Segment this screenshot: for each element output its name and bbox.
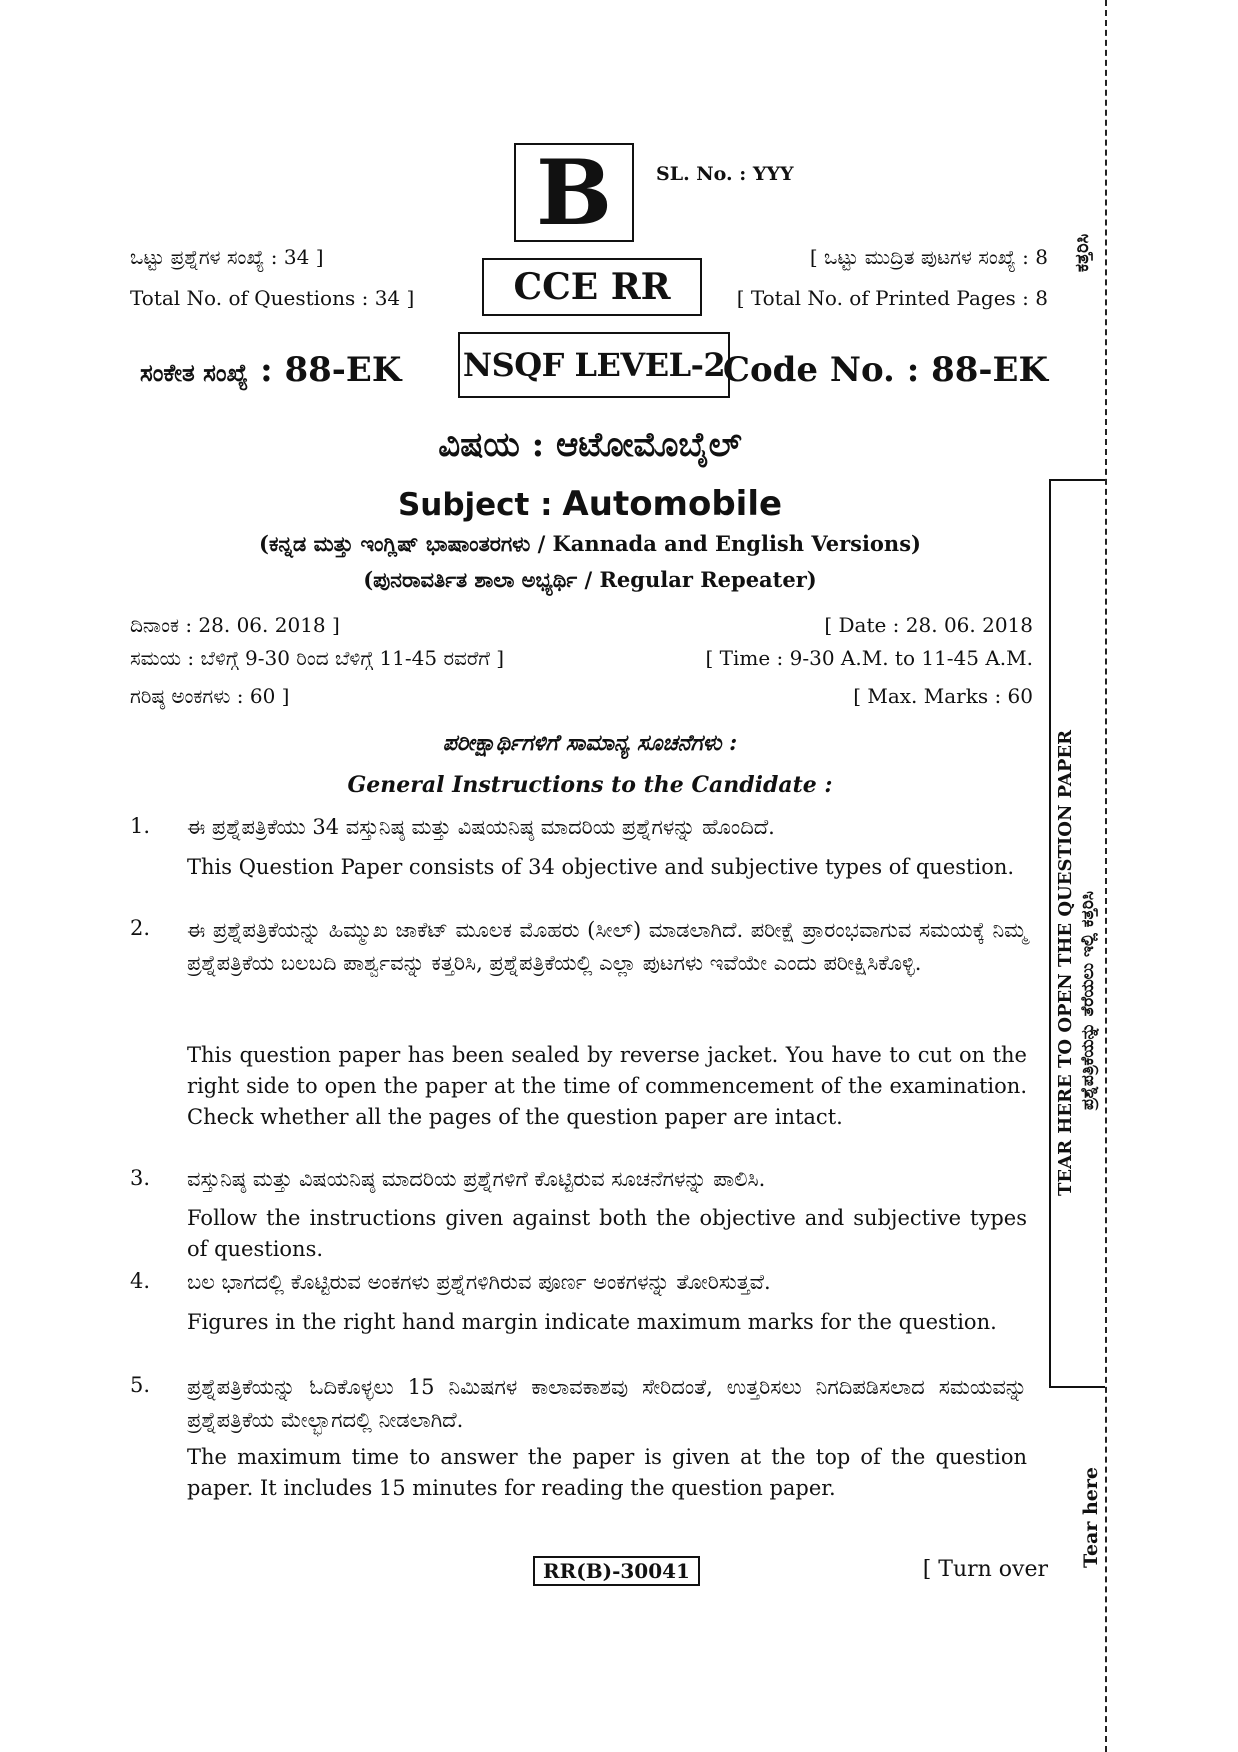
subject-label: Subject : xyxy=(397,487,553,523)
total-pages-kn: [ ಒಟ್ಟು ಮುದ್ರಿತ ಪುಟಗಳ ಸಂಖ್ಯೆ : 8 xyxy=(809,245,1048,269)
date-en: [ Date : 28. 06. 2018 xyxy=(824,613,1033,637)
instruction-kn: ವಸ್ತುನಿಷ್ಠ ಮತ್ತು ವಿಷಯನಿಷ್ಠ ಮಾದರಿಯ ಪ್ರಶ್ನೆಗಳಿಗೆ ಕೊಟ್ಟಿರುವ ಸೂಚನೆಗಳನ್ನು ಪಾಲಿಸಿ. xyxy=(187,1167,766,1191)
instruction-number: 4. xyxy=(130,1269,151,1293)
instructions-heading-kn: ಪರೀಕ್ಷಾರ್ಥಿಗಳಿಗೆ ಸಾಮಾನ್ಯ ಸೂಚನೆಗಳು : xyxy=(442,730,738,756)
instruction-en: This question paper has been sealed by reverse jacket. You have to cut on the right side to open the paper at the time of commencement of the examination. Check whether all the pages of the question paper are intact. xyxy=(187,1043,1027,1129)
instruction-en: Follow the instructions given against both the objective and subjective types of questions. xyxy=(187,1206,1027,1261)
tear-instruction-en: TEAR HERE TO OPEN THE QUESTION PAPER xyxy=(1055,729,1076,1196)
tear-here-label: Tear here xyxy=(1080,1467,1102,1568)
instruction-number: 1. xyxy=(130,814,151,838)
instruction-kn: ಪ್ರಶ್ನೆಪತ್ರಿಕೆಯನ್ನು ಓದಿಕೊಳ್ಳಲು 15 ನಿಮಿಷಗಳ ಕಾಲಾವಕಾಶವು ಸೇರಿದಂತೆ, ಉತ್ತರಿಸಲು ನಿಗದಿಪಡಿಸಲಾದ ಸಮಯವನ್ನು ಪ್ರಶ್ನೆಪತ್ರಿಕೆಯ ಮೇಲ್ಭಾಗದಲ್ಲಿ ನೀಡಲಾಗಿದೆ. xyxy=(187,1375,1027,1432)
total-questions-kn: ಒಟ್ಟು ಪ್ರಶ್ನೆಗಳ ಸಂಖ್ಯೆ : 34 ] xyxy=(130,245,324,269)
code-label-kn: ಸಂಕೇತ ಸಂಖ್ಯೆ xyxy=(140,358,249,387)
instruction-en: This Question Paper consists of 34 objective and subjective types of question. xyxy=(187,855,1015,879)
exam-name-box: CCE RR xyxy=(482,258,702,316)
cut-here-kn-label: ಕತ್ತರಿಸಿ xyxy=(1072,233,1093,272)
serial-number: SL. No. : YYY xyxy=(656,163,794,185)
instruction-kn: ಈ ಪ್ರಶ್ನೆಪತ್ರಿಕೆಯನ್ನು ಹಿಮ್ಮುಖ ಜಾಕೆಟ್ ಮೂಲಕ ಮೊಹರು (ಸೀಲ್) ಮಾಡಲಾಗಿದೆ. ಪರೀಕ್ಷೆ ಪ್ರಾರಂಭವಾಗುವ ಸಮಯಕ್ಕೆ ನಿಮ್ಮ ಪ್ರಶ್ನೆಪತ್ರಿಕೆಯ ಬಲಬದಿ ಪಾರ್ಶ್ವವನ್ನು ಕತ್ತರಿಸಿ, ಪ್ರಶ್ನೆಪತ್ರಿಕೆಯಲ್ಲಿ ಎಲ್ಲಾ ಪುಟಗಳು ಇವೆಯೇ ಎಂದು ಪರೀಕ್ಷಿಸಿಕೊಳ್ಳಿ. xyxy=(187,918,1027,975)
candidate-type: (ಪುನರಾವರ್ತಿತ ಶಾಲಾ ಅಭ್ಯರ್ಥಿ / Regular Repeater) xyxy=(363,567,817,592)
subject-en xyxy=(130,484,1050,524)
code-number-en: Code No. : 88-EK xyxy=(722,350,1048,390)
total-questions-en: Total No. of Questions : 34 ] xyxy=(130,286,415,310)
cut-line xyxy=(1105,0,1107,1752)
total-pages-en: [ Total No. of Printed Pages : 8 xyxy=(736,286,1048,310)
time-en: [ Time : 9-30 A.M. to 11-45 A.M. xyxy=(705,646,1033,670)
tear-instruction-kn: ಪ್ರಶ್ನೆಪತ್ರಿಕೆಯನ್ನು ತೆರೆಯಲು ಇಲ್ಲಿ ಕತ್ತರಿಸಿ xyxy=(1078,891,1098,1110)
time-kn: ಸಮಯ : ಬೆಳಿಗ್ಗೆ 9-30 ರಿಂದ ಬೆಳಿಗ್ಗೆ 11-45 ರವರೆಗೆ ] xyxy=(130,646,505,670)
instructions-heading-en: General Instructions to the Candidate : xyxy=(347,772,833,798)
paper-code: RR(B)-30041 xyxy=(533,1556,700,1586)
level-box: NSQF LEVEL-2 xyxy=(458,332,730,398)
code-value: : 88-EK xyxy=(260,350,402,390)
instruction-kn: ಈ ಪ್ರಶ್ನೆಪತ್ರಿಕೆಯು 34 ವಸ್ತುನಿಷ್ಠ ಮತ್ತು ವಿಷಯನಿಷ್ಠ ಮಾದರಿಯ ಪ್ರಶ್ನೆಗಳನ್ನು ಹೊಂದಿದೆ. xyxy=(187,815,775,839)
instruction-kn: ಬಲ ಭಾಗದಲ್ಲಿ ಕೊಟ್ಟಿರುವ ಅಂಕಗಳು ಪ್ರಶ್ನೆಗಳಿಗಿರುವ ಪೂರ್ಣ ಅಂಕಗಳನ್ನು ತೋರಿಸುತ್ತವೆ. xyxy=(187,1270,771,1294)
instruction-number: 3. xyxy=(130,1166,151,1190)
set-letter-box: B xyxy=(514,143,634,242)
instruction-number: 2. xyxy=(130,916,151,940)
date-kn: ದಿನಾಂಕ : 28. 06. 2018 ] xyxy=(130,613,340,637)
instruction-en: The maximum time to answer the paper is given at the top of the question paper. It includes 15 minutes for reading the question paper. xyxy=(187,1445,1027,1500)
turn-over: [ Turn over xyxy=(922,1557,1048,1582)
subject-value: Automobile xyxy=(562,484,783,524)
marks-kn: ಗರಿಷ್ಠ ಅಂಕಗಳು : 60 ] xyxy=(130,684,290,708)
instruction-number: 5. xyxy=(130,1373,151,1397)
instruction-en: Figures in the right hand margin indicate maximum marks for the question. xyxy=(187,1310,997,1334)
subject-kn: ವಿಷಯ : ಆಟೋಮೊಬೈಲ್ xyxy=(438,425,742,465)
marks-en: [ Max. Marks : 60 xyxy=(853,684,1033,708)
versions-line: (ಕನ್ನಡ ಮತ್ತು ಇಂಗ್ಲಿಷ್ ಭಾಷಾಂತರಗಳು / Kannada and English Versions) xyxy=(259,531,921,556)
code-number-kn xyxy=(140,350,401,390)
